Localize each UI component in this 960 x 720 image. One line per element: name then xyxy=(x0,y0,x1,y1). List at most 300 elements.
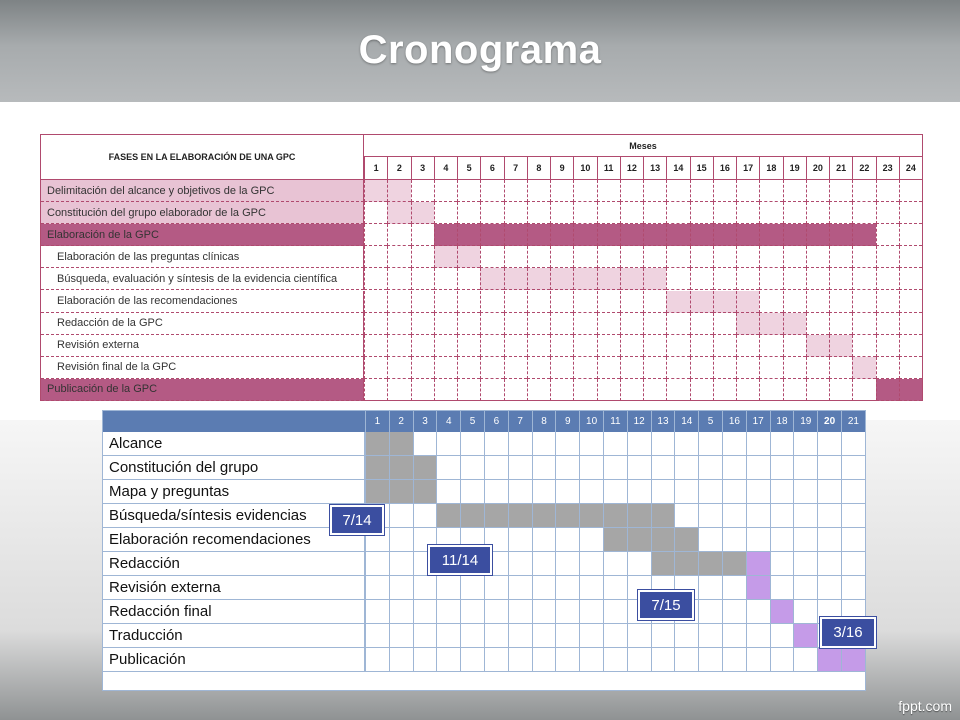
task-month-cell xyxy=(555,528,579,552)
task-month-cell xyxy=(532,528,556,552)
task-month-cell xyxy=(746,576,770,600)
phase-month-cell xyxy=(480,313,503,335)
task-month-cell xyxy=(484,648,508,672)
task-month-cell xyxy=(460,600,484,624)
phase-month-cell xyxy=(876,202,899,224)
phase-month-cell xyxy=(736,379,759,401)
task-month-cell xyxy=(722,576,746,600)
schedule-month-number: 17 xyxy=(746,411,770,432)
phases-month-number: 9 xyxy=(550,157,573,180)
phase-month-cell xyxy=(852,335,875,357)
phase-month-cell xyxy=(899,357,922,379)
task-month-cell xyxy=(770,432,794,456)
task-month-cell xyxy=(746,600,770,624)
phase-month-cell xyxy=(783,313,806,335)
task-month-cell xyxy=(532,576,556,600)
phase-month-cell xyxy=(876,268,899,290)
phase-month-cell xyxy=(504,379,527,401)
phase-month-cell xyxy=(364,246,387,268)
phase-month-cell xyxy=(759,335,782,357)
task-month-cell xyxy=(651,504,675,528)
task-month-cell xyxy=(460,456,484,480)
task-month-cell xyxy=(603,504,627,528)
phase-month-cell xyxy=(736,335,759,357)
task-month-cell xyxy=(532,504,556,528)
task-month-cell xyxy=(389,600,413,624)
task-month-cell xyxy=(651,552,675,576)
phase-month-cell xyxy=(434,180,457,202)
phase-month-cell xyxy=(713,180,736,202)
schedule-month-number: 6 xyxy=(484,411,508,432)
task-month-cell xyxy=(365,456,389,480)
task-month-cell xyxy=(365,576,389,600)
task-month-cell xyxy=(579,576,603,600)
task-month-cell xyxy=(603,552,627,576)
phase-month-cell xyxy=(620,357,643,379)
phase-month-cell xyxy=(480,246,503,268)
task-month-cell xyxy=(508,504,532,528)
task-month-cell xyxy=(532,552,556,576)
task-month-cell xyxy=(413,576,437,600)
phase-month-cell xyxy=(759,202,782,224)
task-month-cell xyxy=(770,648,794,672)
phase-month-cell xyxy=(643,180,666,202)
phase-month-cell xyxy=(411,357,434,379)
schedule-month-number: 5 xyxy=(698,411,722,432)
task-month-cell xyxy=(389,552,413,576)
task-month-cell xyxy=(674,432,698,456)
task-label: Mapa y preguntas xyxy=(103,480,365,504)
task-month-cell xyxy=(484,576,508,600)
phases-month-number: 4 xyxy=(434,157,457,180)
phases-month-number: 2 xyxy=(387,157,410,180)
task-month-cell xyxy=(746,456,770,480)
phase-month-cell xyxy=(434,246,457,268)
phase-month-cell xyxy=(411,313,434,335)
phase-month-cell xyxy=(387,246,410,268)
schedule-header-bar xyxy=(103,411,865,432)
task-month-cell xyxy=(436,600,460,624)
task-month-cell xyxy=(698,432,722,456)
task-month-cell xyxy=(722,552,746,576)
task-month-cell xyxy=(460,576,484,600)
task-month-cell xyxy=(674,528,698,552)
schedule-month-number: 19 xyxy=(793,411,817,432)
phase-month-cell xyxy=(783,335,806,357)
phase-month-cell xyxy=(504,202,527,224)
phase-month-cell xyxy=(899,335,922,357)
phase-month-cell xyxy=(876,335,899,357)
schedule-month-number: 1 xyxy=(365,411,389,432)
phase-month-cell xyxy=(364,357,387,379)
phase-month-cell xyxy=(736,202,759,224)
schedule-month-number: 3 xyxy=(413,411,437,432)
phase-month-cell xyxy=(736,291,759,313)
phase-month-cell xyxy=(411,202,434,224)
phase-month-cell xyxy=(434,268,457,290)
phase-month-cell xyxy=(713,246,736,268)
phase-month-cell xyxy=(852,379,875,401)
task-month-cell xyxy=(579,456,603,480)
task-month-cell xyxy=(484,480,508,504)
task-month-cell xyxy=(722,624,746,648)
phase-month-cell xyxy=(829,291,852,313)
task-month-cell xyxy=(603,456,627,480)
phase-month-cell xyxy=(387,202,410,224)
task-month-cell xyxy=(365,600,389,624)
phase-month-cell xyxy=(411,335,434,357)
phase-month-cell xyxy=(666,224,689,246)
phase-month-cell xyxy=(666,180,689,202)
task-month-cell xyxy=(365,552,389,576)
phase-month-cell xyxy=(829,180,852,202)
task-month-cell xyxy=(651,624,675,648)
phase-month-cell xyxy=(829,202,852,224)
task-month-cell xyxy=(651,456,675,480)
task-month-cell xyxy=(698,576,722,600)
task-month-cell xyxy=(770,504,794,528)
task-month-cell xyxy=(746,552,770,576)
task-month-cell xyxy=(508,576,532,600)
task-month-cell xyxy=(436,504,460,528)
phase-month-cell xyxy=(690,313,713,335)
task-month-cell xyxy=(555,600,579,624)
phase-month-cell xyxy=(899,313,922,335)
task-month-cell xyxy=(722,456,746,480)
task-month-cell xyxy=(674,456,698,480)
phase-month-cell xyxy=(852,268,875,290)
phase-month-cell xyxy=(666,268,689,290)
phase-month-cell xyxy=(411,379,434,401)
phase-month-cell xyxy=(852,180,875,202)
phase-label: Constitución del grupo elaborador de la GPC xyxy=(41,202,364,224)
phase-month-cell xyxy=(480,224,503,246)
phase-month-cell xyxy=(852,224,875,246)
task-month-cell xyxy=(460,504,484,528)
task-month-cell xyxy=(817,504,841,528)
phase-month-cell xyxy=(736,268,759,290)
phase-month-cell xyxy=(806,291,829,313)
task-label: Redacción xyxy=(103,552,365,576)
task-month-cell xyxy=(603,624,627,648)
phase-month-cell xyxy=(829,224,852,246)
phases-month-number: 5 xyxy=(457,157,480,180)
phase-month-cell xyxy=(480,335,503,357)
phase-month-cell xyxy=(713,335,736,357)
phase-month-cell xyxy=(806,202,829,224)
phase-month-cell xyxy=(643,335,666,357)
task-month-cell xyxy=(841,576,865,600)
task-month-cell xyxy=(627,528,651,552)
phase-month-cell xyxy=(783,246,806,268)
phase-month-cell xyxy=(713,268,736,290)
task-month-cell xyxy=(508,432,532,456)
phase-month-cell xyxy=(666,357,689,379)
phase-month-cell xyxy=(550,357,573,379)
phase-month-cell xyxy=(829,379,852,401)
task-month-cell xyxy=(698,600,722,624)
task-month-cell xyxy=(508,528,532,552)
phase-month-cell xyxy=(527,291,550,313)
task-month-cell xyxy=(436,648,460,672)
phase-month-cell xyxy=(666,291,689,313)
schedule-month-number: 2 xyxy=(389,411,413,432)
task-label: Revisión externa xyxy=(103,576,365,600)
task-month-cell xyxy=(413,600,437,624)
task-month-cell xyxy=(746,528,770,552)
phase-month-cell xyxy=(550,180,573,202)
schedule-month-number: 5 xyxy=(460,411,484,432)
phase-month-cell xyxy=(713,357,736,379)
task-month-cell xyxy=(389,504,413,528)
phase-month-cell xyxy=(876,357,899,379)
schedule-month-number: 13 xyxy=(651,411,675,432)
phase-month-cell xyxy=(852,202,875,224)
phase-month-cell xyxy=(829,313,852,335)
phase-month-cell xyxy=(759,291,782,313)
phases-month-number: 1 xyxy=(364,157,387,180)
task-month-cell xyxy=(555,552,579,576)
phase-month-cell xyxy=(852,291,875,313)
task-month-cell xyxy=(436,432,460,456)
phase-month-cell xyxy=(899,268,922,290)
task-month-cell xyxy=(793,600,817,624)
phase-month-cell xyxy=(806,246,829,268)
task-month-cell xyxy=(579,624,603,648)
phase-month-cell xyxy=(713,224,736,246)
date-tag: 11/14 xyxy=(428,545,492,575)
task-month-cell xyxy=(746,648,770,672)
task-month-cell xyxy=(841,504,865,528)
phase-month-cell xyxy=(690,224,713,246)
phase-month-cell xyxy=(783,224,806,246)
phase-month-cell xyxy=(480,202,503,224)
task-month-cell xyxy=(627,552,651,576)
phase-month-cell xyxy=(899,291,922,313)
phase-month-cell xyxy=(597,335,620,357)
task-month-cell xyxy=(793,432,817,456)
phase-month-cell xyxy=(899,379,922,401)
phase-month-cell xyxy=(527,268,550,290)
phase-month-cell xyxy=(527,224,550,246)
task-month-cell xyxy=(579,552,603,576)
phase-month-cell xyxy=(387,357,410,379)
task-month-cell xyxy=(413,648,437,672)
phase-month-cell xyxy=(713,313,736,335)
task-month-cell xyxy=(603,576,627,600)
task-month-cell xyxy=(555,576,579,600)
phase-month-cell xyxy=(504,291,527,313)
phase-month-cell xyxy=(643,313,666,335)
task-month-cell xyxy=(770,552,794,576)
task-month-cell xyxy=(389,456,413,480)
phase-month-cell xyxy=(620,379,643,401)
phases-month-number: 15 xyxy=(690,157,713,180)
phase-month-cell xyxy=(550,268,573,290)
task-month-cell xyxy=(484,600,508,624)
task-month-cell xyxy=(508,624,532,648)
task-month-cell xyxy=(532,624,556,648)
task-month-cell xyxy=(698,504,722,528)
phase-month-cell xyxy=(783,202,806,224)
phase-month-cell xyxy=(457,246,480,268)
task-month-cell xyxy=(817,432,841,456)
phases-month-number: 18 xyxy=(759,157,782,180)
task-month-cell xyxy=(555,648,579,672)
phase-month-cell xyxy=(457,224,480,246)
phase-month-cell xyxy=(527,335,550,357)
phase-month-cell xyxy=(387,224,410,246)
task-month-cell xyxy=(365,624,389,648)
phase-month-cell xyxy=(736,246,759,268)
phase-month-cell xyxy=(411,268,434,290)
schedule-month-number: 10 xyxy=(579,411,603,432)
phase-month-cell xyxy=(480,268,503,290)
task-month-cell xyxy=(698,624,722,648)
phases-month-number: 14 xyxy=(666,157,689,180)
task-month-cell xyxy=(389,624,413,648)
phase-month-cell xyxy=(597,224,620,246)
task-month-cell xyxy=(674,624,698,648)
phase-month-cell xyxy=(829,357,852,379)
task-month-cell xyxy=(817,528,841,552)
task-month-cell xyxy=(770,600,794,624)
task-month-cell xyxy=(579,432,603,456)
phase-label: Elaboración de las recomendaciones xyxy=(41,291,364,313)
phase-month-cell xyxy=(504,357,527,379)
phase-month-cell xyxy=(550,335,573,357)
phase-month-cell xyxy=(573,268,596,290)
phase-month-cell xyxy=(504,313,527,335)
phase-label: Revisión final de la GPC xyxy=(41,357,364,379)
task-month-cell xyxy=(579,504,603,528)
phase-month-cell xyxy=(457,202,480,224)
task-month-cell xyxy=(555,624,579,648)
phase-month-cell xyxy=(620,246,643,268)
phase-month-cell xyxy=(759,357,782,379)
task-month-cell xyxy=(651,480,675,504)
schedule-month-number: 9 xyxy=(555,411,579,432)
task-month-cell xyxy=(436,624,460,648)
task-month-cell xyxy=(793,528,817,552)
task-month-cell xyxy=(722,480,746,504)
phase-month-cell xyxy=(504,335,527,357)
phases-month-number: 6 xyxy=(480,157,503,180)
task-month-cell xyxy=(793,648,817,672)
task-label: Redacción final xyxy=(103,600,365,624)
phase-month-cell xyxy=(597,379,620,401)
phase-month-cell xyxy=(573,246,596,268)
phase-month-cell xyxy=(690,335,713,357)
phase-month-cell xyxy=(643,246,666,268)
phase-month-cell xyxy=(690,268,713,290)
phase-month-cell xyxy=(573,180,596,202)
task-month-cell xyxy=(817,552,841,576)
task-month-cell xyxy=(698,456,722,480)
phase-month-cell xyxy=(643,379,666,401)
schedule-month-number: 7 xyxy=(508,411,532,432)
task-month-cell xyxy=(579,480,603,504)
task-month-cell xyxy=(817,576,841,600)
phase-month-cell xyxy=(364,379,387,401)
task-month-cell xyxy=(841,552,865,576)
task-month-cell xyxy=(627,480,651,504)
phases-month-number: 23 xyxy=(876,157,899,180)
phase-month-cell xyxy=(783,357,806,379)
phase-month-cell xyxy=(434,291,457,313)
task-month-cell xyxy=(722,528,746,552)
task-month-cell xyxy=(770,480,794,504)
task-month-cell xyxy=(770,624,794,648)
task-month-cell xyxy=(746,480,770,504)
task-month-cell xyxy=(484,504,508,528)
slide-title: Cronograma xyxy=(358,28,602,72)
task-month-cell xyxy=(365,480,389,504)
phase-month-cell xyxy=(759,180,782,202)
task-month-cell xyxy=(722,432,746,456)
task-month-cell xyxy=(508,456,532,480)
phase-month-cell xyxy=(690,180,713,202)
phase-month-cell xyxy=(876,224,899,246)
phase-month-cell xyxy=(597,313,620,335)
phase-month-cell xyxy=(690,357,713,379)
phase-month-cell xyxy=(643,357,666,379)
task-label: Búsqueda/síntesis evidencias xyxy=(103,504,365,528)
phase-month-cell xyxy=(806,379,829,401)
task-month-cell xyxy=(484,456,508,480)
phase-month-cell xyxy=(364,224,387,246)
task-month-cell xyxy=(817,480,841,504)
phase-month-cell xyxy=(620,224,643,246)
phase-month-cell xyxy=(457,180,480,202)
task-month-cell xyxy=(793,552,817,576)
phase-month-cell xyxy=(806,335,829,357)
task-month-cell xyxy=(436,480,460,504)
phase-month-cell xyxy=(759,268,782,290)
phase-month-cell xyxy=(852,246,875,268)
phases-month-number: 24 xyxy=(899,157,922,180)
task-month-cell xyxy=(627,504,651,528)
phase-month-cell xyxy=(550,313,573,335)
phase-month-cell xyxy=(783,291,806,313)
phase-month-cell xyxy=(620,291,643,313)
phase-month-cell xyxy=(620,268,643,290)
phase-month-cell xyxy=(736,180,759,202)
task-month-cell xyxy=(698,552,722,576)
phase-month-cell xyxy=(620,202,643,224)
phase-month-cell xyxy=(899,246,922,268)
task-month-cell xyxy=(413,456,437,480)
task-month-cell xyxy=(674,504,698,528)
task-month-cell xyxy=(841,456,865,480)
phase-month-cell xyxy=(597,246,620,268)
phase-label: Revisión externa xyxy=(41,335,364,357)
schedule-month-number: 11 xyxy=(603,411,627,432)
task-month-cell xyxy=(841,528,865,552)
phase-month-cell xyxy=(759,313,782,335)
phase-month-cell xyxy=(852,357,875,379)
footer-brand: fppt.com xyxy=(898,698,952,714)
phase-month-cell xyxy=(527,379,550,401)
task-month-cell xyxy=(532,456,556,480)
phase-label: Elaboración de la GPC xyxy=(41,224,364,246)
phase-month-cell xyxy=(690,379,713,401)
phase-month-cell xyxy=(899,180,922,202)
phase-month-cell xyxy=(876,246,899,268)
phase-month-cell xyxy=(364,291,387,313)
task-month-cell xyxy=(698,528,722,552)
phase-month-cell xyxy=(736,313,759,335)
